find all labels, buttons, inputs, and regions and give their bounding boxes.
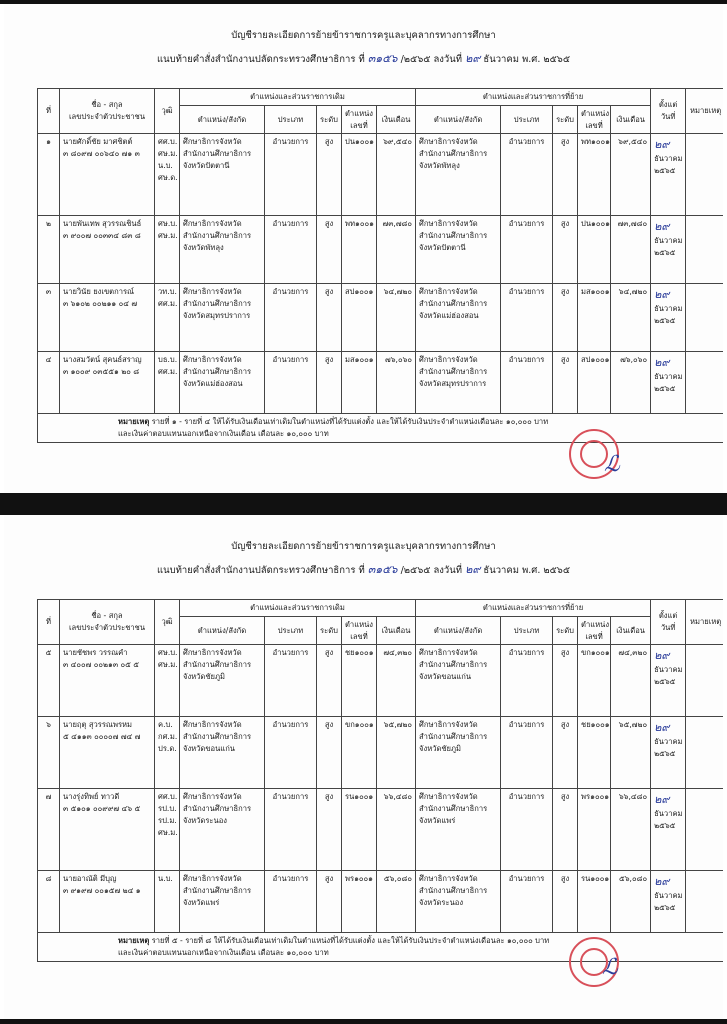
row-new-type: อำนวยการ (501, 216, 553, 284)
since-day: ๒๙ (654, 288, 670, 302)
since-day: ๒๙ (654, 875, 670, 889)
header-name (60, 600, 155, 645)
note-line-1: รายที่ ๑ - รายที่ ๔ ให้ได้รับเงินเดือนเท่าเดิมในตำแหน่งที่ได้รับแต่งตั้ง และให้ได้รับเงินประจำตำแหน่งเดือนละ ๑๐,๐๐๐ บาท (151, 417, 549, 427)
row-old-salary: ๖๙,๕๔๐ (377, 134, 416, 216)
row-old-position: ศึกษาธิการจังหวัด สำนักงานศึกษาธิการ จังหวัดระนอง (180, 789, 265, 871)
person-id: ๓ ๑๐๐๙ ๐๓๕๕๑ ๒๐ ๘ (63, 367, 140, 377)
row-old-pos-no: พท๑๐๐๑ (342, 216, 377, 284)
row-new-position: ศึกษาธิการจังหวัด สำนักงานศึกษาธิการ จังหวัดปัตตานี (416, 216, 501, 284)
header-new-salary: เงินเดือน (611, 105, 651, 134)
row-new-pos-no: ขก๑๐๐๑ (578, 645, 611, 717)
row-remark (686, 717, 723, 789)
header-name-label: ชื่อ - สกุล (91, 611, 123, 621)
row-old-pos-no: ชย๑๐๐๑ (342, 645, 377, 717)
since-month-year: ธันวาคม ๒๕๖๕ (654, 891, 683, 913)
row-name-id (60, 352, 155, 414)
since-day: ๒๙ (654, 220, 670, 234)
header-old-level: ระดับ (317, 616, 342, 645)
note-label: หมายเหตุ (118, 417, 150, 427)
person-name: นางสมวัตน์ สุคนธ์สราญ (63, 355, 142, 365)
row-old-position: ศึกษาธิการจังหวัด สำนักงานศึกษาธิการ จังหวัดสมุทรปราการ (180, 284, 265, 352)
row-remark (686, 216, 723, 284)
row-old-salary: ๖๔,๗๒๐ (377, 284, 416, 352)
header-new-level: ระดับ (553, 105, 578, 134)
header-new-pos-no: ตำแหน่ง เลขที่ (578, 105, 611, 134)
row-degree: น.บ. (155, 871, 180, 933)
row-old-type: อำนวยการ (265, 789, 317, 871)
row-name-id (60, 216, 155, 284)
row-new-pos-no: รน๑๐๐๑ (578, 871, 611, 933)
header-old-group: ตำแหน่งและส่วนราชการเดิม (180, 89, 416, 106)
row-degree: วท.บ. ศศ.ม. (155, 284, 180, 352)
header-name (60, 89, 155, 134)
row-new-pos-no: พท๑๐๐๑ (578, 134, 611, 216)
row-old-pos-no: รน๑๐๐๑ (342, 789, 377, 871)
row-old-salary: ๖๖,๔๘๐ (377, 789, 416, 871)
person-id: ๓ ๙๑๙๗ ๐๐๑๕๗ ๒๔ ๑ (63, 886, 141, 896)
row-new-type: อำนวยการ (501, 645, 553, 717)
since-month-year: ธันวาคม ๒๕๖๕ (654, 236, 683, 258)
note-label: หมายเหตุ (118, 936, 150, 946)
header-new-position: ตำแหน่ง/สังกัด (416, 616, 501, 645)
row-name-id (60, 717, 155, 789)
row-name-id (60, 645, 155, 717)
row-old-salary: ๗๔,๓๒๐ (377, 645, 416, 717)
order-day: ๒๙ (465, 563, 481, 576)
row-remark (686, 871, 723, 933)
row-new-level: สูง (553, 352, 578, 414)
header-new-group: ตำแหน่งและส่วนราชการที่ย้าย (416, 89, 651, 106)
header-old-group: ตำแหน่งและส่วนราชการเดิม (180, 600, 416, 617)
row-new-level: สูง (553, 871, 578, 933)
row-new-type: อำนวยการ (501, 352, 553, 414)
row-new-salary: ๕๖,๐๘๐ (611, 871, 651, 933)
row-old-level: สูง (317, 645, 342, 717)
row-old-level: สูง (317, 134, 342, 216)
since-month-year: ธันวาคม ๒๕๖๕ (654, 304, 683, 326)
order-number: ๓๑๕๖ (367, 52, 398, 65)
person-id: ๓ ๔๐๐๗ ๐๐๒๑๓ ๐๕ ๕ (63, 660, 139, 670)
since-day: ๒๙ (654, 356, 670, 370)
row-old-level: สูง (317, 717, 342, 789)
order-year: /๒๕๖๕ ลงวันที่ (400, 54, 463, 65)
row-degree: ศศ.บ. ศษ.ม. น.บ. ศษ.ด. (155, 134, 180, 216)
row-since (651, 789, 686, 871)
order-day: ๒๙ (465, 52, 481, 65)
row-since (651, 717, 686, 789)
row-new-type: อำนวยการ (501, 717, 553, 789)
row-no: ๗ (38, 789, 60, 871)
row-old-level: สูง (317, 871, 342, 933)
header-id-label: เลขประจำตัวประชาชน (68, 112, 146, 122)
row-old-type: อำนวยการ (265, 645, 317, 717)
header-old-level: ระดับ (317, 105, 342, 134)
order-prefix: แนบท้ายคำสั่งสำนักงานปลัดกระทรวงศึกษาธิการ ที่ (156, 54, 365, 65)
table-row (38, 134, 724, 216)
header-new-type: ประเภท (501, 616, 553, 645)
row-new-pos-no: พร๑๐๐๑ (578, 789, 611, 871)
header-remark: หมายเหตุ (686, 89, 723, 134)
row-new-position: ศึกษาธิการจังหวัด สำนักงานศึกษาธิการ จังหวัดสมุทรปราการ (416, 352, 501, 414)
row-since (651, 871, 686, 933)
order-month: ธันวาคม พ.ศ. ๒๕๖๕ (483, 565, 571, 576)
header-since: ตั้งแต่ วันที่ (651, 600, 686, 645)
header-new-position: ตำแหน่ง/สังกัด (416, 105, 501, 134)
row-no: ๒ (38, 216, 60, 284)
order-reference (4, 560, 723, 578)
header-since: ตั้งแต่ วันที่ (651, 89, 686, 134)
row-old-pos-no: ปน๑๐๐๑ (342, 134, 377, 216)
row-new-salary: ๖๕,๗๒๐ (611, 717, 651, 789)
since-day: ๒๙ (654, 138, 670, 152)
table-row (38, 645, 724, 717)
person-name: นายชัชพร วรรณคำ (63, 648, 128, 658)
row-no: ๖ (38, 717, 60, 789)
row-remark (686, 134, 723, 216)
row-new-pos-no: ปน๑๐๐๑ (578, 216, 611, 284)
signature-mark-icon: ℒ (602, 955, 618, 980)
row-new-type: อำนวยการ (501, 871, 553, 933)
row-no: ๕ (38, 645, 60, 717)
person-id: ๓ ๕๑๐๑ ๐๐๙๙๗ ๔๖ ๕ (63, 804, 141, 814)
sheet-title: บัญชีรายละเอียดการย้ายข้าราชการครูและบุคลากรทางการศึกษา (231, 541, 496, 552)
since-month-year: ธันวาคม ๒๕๖๕ (654, 737, 683, 759)
header-degree: วุฒิ (155, 89, 180, 134)
header-new-salary: เงินเดือน (611, 616, 651, 645)
row-since (651, 284, 686, 352)
transfer-table (37, 88, 723, 443)
note-line-1: รายที่ ๕ - รายที่ ๘ ให้ได้รับเงินเดือนเท่าเดิมในตำแหน่งที่ได้รับแต่งตั้ง และให้ได้รับเงินประจำตำแหน่งเดือนละ ๑๐,๐๐๐ บาท (151, 936, 550, 946)
row-old-type: อำนวยการ (265, 717, 317, 789)
row-degree: ศศ.บ. รป.บ. รป.ม. ศษ.ม. (155, 789, 180, 871)
transfer-table (37, 599, 723, 962)
row-old-position: ศึกษาธิการจังหวัด สำนักงานศึกษาธิการ จังหวัดแพร่ (180, 871, 265, 933)
person-id: ๓ ๖๑๐๒ ๐๐๒๑๑ ๐๔ ๗ (63, 299, 138, 309)
row-old-level: สูง (317, 216, 342, 284)
person-name: นายพันเทพ สุวรรณชินธ์ (63, 219, 142, 229)
order-prefix: แนบท้ายคำสั่งสำนักงานปลัดกระทรวงศึกษาธิการ ที่ (156, 565, 365, 576)
header-old-pos-no: ตำแหน่ง เลขที่ (342, 616, 377, 645)
row-remark (686, 645, 723, 717)
row-degree: บธ.บ. ศศ.ม. (155, 352, 180, 414)
row-new-level: สูง (553, 216, 578, 284)
row-old-level: สูง (317, 284, 342, 352)
table-row (38, 789, 724, 871)
header-new-type: ประเภท (501, 105, 553, 134)
table-row (38, 871, 724, 933)
signature-mark-icon: ℒ (604, 452, 620, 477)
row-old-type: อำนวยการ (265, 216, 317, 284)
document-sheet-1 (4, 4, 723, 493)
person-name: นางรุ่งทิพย์ ทาวดี (63, 792, 120, 802)
row-new-level: สูง (553, 717, 578, 789)
row-degree: ค.บ. กศ.ม. ปร.ด. (155, 717, 180, 789)
row-old-type: อำนวยการ (265, 284, 317, 352)
row-old-position: ศึกษาธิการจังหวัด สำนักงานศึกษาธิการ จังหวัดพัทลุง (180, 216, 265, 284)
row-since (651, 134, 686, 216)
person-name: นายศักดิ์ชัย มาศชิตต์ (63, 137, 133, 147)
note-line-2: และเงินค่าตอบแทนนอกเหนือจากเงินเดือน เดือนละ ๑๐,๐๐๐ บาท (118, 429, 329, 439)
row-old-salary: ๖๕,๗๒๐ (377, 717, 416, 789)
row-remark (686, 352, 723, 414)
row-new-pos-no: ชย๑๐๐๑ (578, 717, 611, 789)
note-line-2: และเงินค่าตอบแทนนอกเหนือจากเงินเดือน เดือนละ ๑๐,๐๐๐ บาท (118, 948, 329, 958)
header-degree: วุฒิ (155, 600, 180, 645)
row-degree: ศษ.บ. ศษ.ม. (155, 216, 180, 284)
row-degree: ศษ.บ. ศษ.ม. (155, 645, 180, 717)
row-old-level: สูง (317, 789, 342, 871)
header-old-salary: เงินเดือน (377, 105, 416, 134)
note-cell (38, 414, 724, 443)
separator-band-bottom (0, 1019, 727, 1024)
separator-band-middle (0, 493, 727, 515)
row-new-position: ศึกษาธิการจังหวัด สำนักงานศึกษาธิการ จังหวัดชัยภูมิ (416, 717, 501, 789)
row-name-id (60, 871, 155, 933)
row-since (651, 645, 686, 717)
person-name: นายฤตุ สุวรรณพรหม (63, 720, 133, 730)
row-old-pos-no: ขก๑๐๐๑ (342, 717, 377, 789)
header-old-type: ประเภท (265, 105, 317, 134)
since-month-year: ธันวาคม ๒๕๖๕ (654, 665, 683, 687)
row-new-pos-no: มส๑๐๐๑ (578, 284, 611, 352)
row-old-level: สูง (317, 352, 342, 414)
row-new-salary: ๗๔,๓๒๐ (611, 645, 651, 717)
row-old-type: อำนวยการ (265, 871, 317, 933)
header-remark: หมายเหตุ (686, 600, 723, 645)
header-new-pos-no: ตำแหน่ง เลขที่ (578, 616, 611, 645)
row-new-position: ศึกษาธิการจังหวัด สำนักงานศึกษาธิการ จังหวัดขอนแก่น (416, 645, 501, 717)
row-since (651, 216, 686, 284)
row-old-position: ศึกษาธิการจังหวัด สำนักงานศึกษาธิการ จังหวัดแม่ฮ่องสอน (180, 352, 265, 414)
since-day: ๒๙ (654, 649, 670, 663)
table-row (38, 284, 724, 352)
row-new-salary: ๗๖,๐๖๐ (611, 352, 651, 414)
sheet-title: บัญชีรายละเอียดการย้ายข้าราชการครูและบุคลากรทางการศึกษา (231, 30, 496, 41)
header-old-salary: เงินเดือน (377, 616, 416, 645)
row-old-type: อำนวยการ (265, 134, 317, 216)
row-new-salary: ๖๙,๕๔๐ (611, 134, 651, 216)
since-day: ๒๙ (654, 721, 670, 735)
row-new-position: ศึกษาธิการจังหวัด สำนักงานศึกษาธิการ จังหวัดพัทลุง (416, 134, 501, 216)
header-new-group: ตำแหน่งและส่วนราชการที่ย้าย (416, 600, 651, 617)
row-old-position: ศึกษาธิการจังหวัด สำนักงานศึกษาธิการ จังหวัดขอนแก่น (180, 717, 265, 789)
row-old-salary: ๗๓,๗๘๐ (377, 216, 416, 284)
row-old-pos-no: มส๑๐๐๑ (342, 352, 377, 414)
since-month-year: ธันวาคม ๒๕๖๕ (654, 154, 683, 176)
header-old-position: ตำแหน่ง/สังกัด (180, 105, 265, 134)
order-reference (4, 49, 723, 67)
row-old-pos-no: สป๑๐๐๑ (342, 284, 377, 352)
row-new-position: ศึกษาธิการจังหวัด สำนักงานศึกษาธิการ จังหวัดแพร่ (416, 789, 501, 871)
since-day: ๒๙ (654, 793, 670, 807)
order-year: /๒๕๖๕ ลงวันที่ (400, 565, 463, 576)
table-row (38, 717, 724, 789)
row-new-level: สูง (553, 284, 578, 352)
row-no: ๑ (38, 134, 60, 216)
person-name: นายวินัย ยงเขตการณ์ (63, 287, 135, 297)
row-name-id (60, 134, 155, 216)
row-new-position: ศึกษาธิการจังหวัด สำนักงานศึกษาธิการ จังหวัดระนอง (416, 871, 501, 933)
row-old-pos-no: พร๑๐๐๑ (342, 871, 377, 933)
row-name-id (60, 789, 155, 871)
note-cell (38, 933, 724, 962)
row-new-level: สูง (553, 134, 578, 216)
row-remark (686, 789, 723, 871)
row-new-type: อำนวยการ (501, 284, 553, 352)
row-new-level: สูง (553, 645, 578, 717)
row-new-salary: ๖๔,๗๒๐ (611, 284, 651, 352)
document-sheet-2 (4, 515, 723, 1019)
row-no: ๘ (38, 871, 60, 933)
header-new-level: ระดับ (553, 616, 578, 645)
row-new-salary: ๗๓,๗๘๐ (611, 216, 651, 284)
row-no: ๔ (38, 352, 60, 414)
row-new-level: สูง (553, 789, 578, 871)
row-old-position: ศึกษาธิการจังหวัด สำนักงานศึกษาธิการ จังหวัดปัตตานี (180, 134, 265, 216)
note-row (38, 933, 724, 962)
row-new-position: ศึกษาธิการจังหวัด สำนักงานศึกษาธิการ จังหวัดแม่ฮ่องสอน (416, 284, 501, 352)
row-new-type: อำนวยการ (501, 789, 553, 871)
row-remark (686, 284, 723, 352)
row-old-position: ศึกษาธิการจังหวัด สำนักงานศึกษาธิการ จังหวัดชัยภูมิ (180, 645, 265, 717)
row-new-salary: ๖๖,๔๘๐ (611, 789, 651, 871)
row-no: ๓ (38, 284, 60, 352)
row-old-salary: ๕๖,๐๘๐ (377, 871, 416, 933)
row-since (651, 352, 686, 414)
row-new-pos-no: สป๑๐๐๑ (578, 352, 611, 414)
header-name-label: ชื่อ - สกุล (91, 100, 123, 110)
since-month-year: ธันวาคม ๒๕๖๕ (654, 372, 683, 394)
row-old-salary: ๗๖,๐๖๐ (377, 352, 416, 414)
order-number: ๓๑๕๖ (367, 563, 398, 576)
person-name: นายอาณัติ มีบุญ (63, 874, 117, 884)
header-old-pos-no: ตำแหน่ง เลขที่ (342, 105, 377, 134)
person-id: ๕ ๔๑๑๓ ๐๐๐๐๗ ๗๔ ๗ (63, 732, 141, 742)
row-name-id (60, 284, 155, 352)
table-row (38, 216, 724, 284)
header-no: ที่ (38, 600, 60, 645)
table-row (38, 352, 724, 414)
order-month: ธันวาคม พ.ศ. ๒๕๖๕ (483, 54, 571, 65)
header-old-type: ประเภท (265, 616, 317, 645)
note-row (38, 414, 724, 443)
since-month-year: ธันวาคม ๒๕๖๕ (654, 809, 683, 831)
person-id: ๓ ๘๐๙๗ ๐๐๖๔๐ ๗๑ ๓ (63, 149, 140, 159)
person-id: ๓ ๙๐๐๗ ๐๐๓๓๔ ๘๓ ๘ (63, 231, 141, 241)
row-new-type: อำนวยการ (501, 134, 553, 216)
header-id-label: เลขประจำตัวประชาชน (68, 623, 146, 633)
header-no: ที่ (38, 89, 60, 134)
row-old-type: อำนวยการ (265, 352, 317, 414)
header-old-position: ตำแหน่ง/สังกัด (180, 616, 265, 645)
